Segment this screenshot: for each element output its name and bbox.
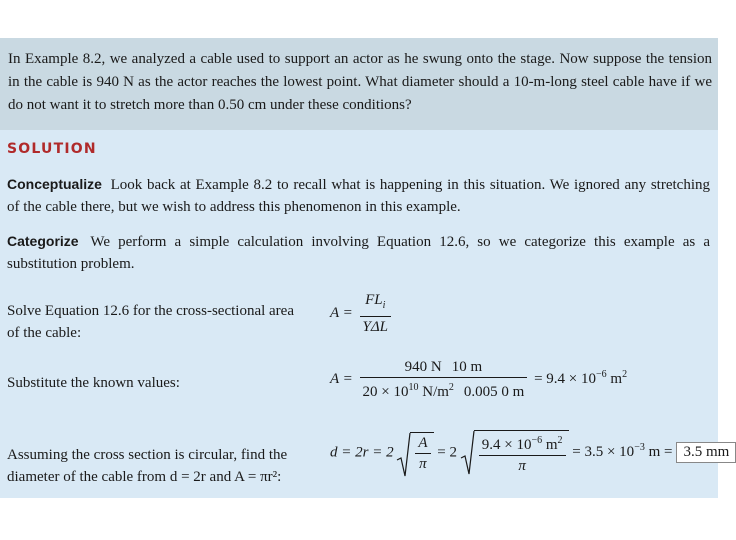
- step-1-denominator: YΔL: [360, 316, 392, 337]
- problem-statement: In Example 8.2, we analyzed a cable used to support an actor as he swung onto the stage. Now suppose the tension in the cable is 940 N as the actor reaches the lowest point. What diameter should a 10-m-long steel cable have if we do not want it to stretch more than 0.50 cm under these conditions?: [8, 51, 712, 113]
- step-2-den-b: 0.005 0 m: [463, 384, 525, 400]
- sqrt-1-denominator: π: [415, 453, 430, 474]
- step-2-num-b: 10 m: [451, 359, 483, 375]
- step-3-label: Assuming the cross section is circular, find the diameter of the cable from d = 2r and A = πr²:: [7, 447, 288, 485]
- step-3-equation: [330, 430, 736, 476]
- step-2-result-sup: −6: [596, 368, 607, 380]
- sqrt-2-radical-icon: [461, 430, 475, 476]
- sqrt-2: [461, 430, 569, 476]
- categorize-paragraph: [7, 230, 710, 275]
- step-3-result-sup: −3: [634, 442, 645, 454]
- solution-box: [0, 130, 730, 498]
- step-2-denominator: [360, 377, 528, 402]
- step-2-num-a: 940 N: [404, 359, 442, 375]
- step-1-num-text: FL: [365, 292, 383, 308]
- problem-statement-box: [0, 38, 718, 130]
- conceptualize-paragraph: [7, 173, 710, 218]
- conceptualize-text: Look back at Example 8.2 to recall what is happening in this situation. We ignored any stretching of the cable there, but we wish to address this phenomenon in this example.: [7, 177, 710, 215]
- step-3-result-text: = 3.5 × 10: [572, 444, 635, 461]
- step-2-den-a-unit: N/m: [422, 384, 449, 400]
- step-2-lhs: A =: [330, 370, 353, 387]
- sqrt-2-num-unit: m: [545, 437, 558, 453]
- sqrt-1-fraction: [415, 433, 430, 474]
- step-2-numerator: [360, 357, 528, 377]
- step-1-num-sub: i: [382, 300, 386, 311]
- step-2-result: [534, 368, 628, 387]
- step-2-result-unit-sup: 2: [622, 368, 628, 380]
- sqrt-2-numerator: [479, 431, 566, 455]
- categorize-text: We perform a simple calculation involving Equation 12.6, so we categorize this example as a substitution problem.: [7, 234, 710, 272]
- step-1-numerator: [360, 290, 392, 316]
- step-2-den-a-unit-sup: 2: [448, 382, 454, 393]
- sqrt-2-denominator: π: [479, 455, 566, 476]
- sqrt-2-fraction: [479, 431, 566, 476]
- step-2-result-text: = 9.4 × 10: [534, 370, 596, 387]
- final-answer-box: 3.5 mm: [676, 442, 736, 463]
- step-2-fraction: [360, 357, 528, 402]
- step-1-fraction: [360, 290, 392, 337]
- step-3-lhs: d = 2r = 2: [330, 444, 394, 461]
- step-1-lhs: A =: [330, 304, 353, 321]
- step-2-den-a: 20 × 10: [362, 384, 409, 400]
- sqrt-2-num-text: 9.4 × 10: [481, 437, 532, 453]
- step-2-label: Substitute the known values:: [7, 375, 180, 391]
- sqrt-1-numerator: A: [418, 435, 428, 451]
- step-1-label: Solve Equation 12.6 for the cross-sectional area of the cable:: [7, 303, 294, 341]
- step-3-result: [572, 444, 672, 460]
- step-3-result-unit: m =: [648, 444, 673, 461]
- step-2-result-unit: m: [610, 370, 623, 387]
- step-2-equation: [330, 357, 627, 402]
- sqrt-1: [397, 432, 433, 474]
- conceptualize-label: Conceptualize: [7, 176, 102, 192]
- sqrt-2-num-unit-sup: 2: [557, 435, 563, 446]
- sqrt-2-num-sup: −6: [531, 435, 543, 446]
- step-3-mid: = 2: [437, 444, 457, 461]
- categorize-label: Categorize: [7, 233, 79, 249]
- sqrt-1-radical-icon: [397, 432, 411, 478]
- step-2-den-a-sup: 10: [408, 382, 419, 393]
- solution-heading: SOLUTION: [7, 141, 97, 157]
- step-1-equation: [330, 290, 394, 337]
